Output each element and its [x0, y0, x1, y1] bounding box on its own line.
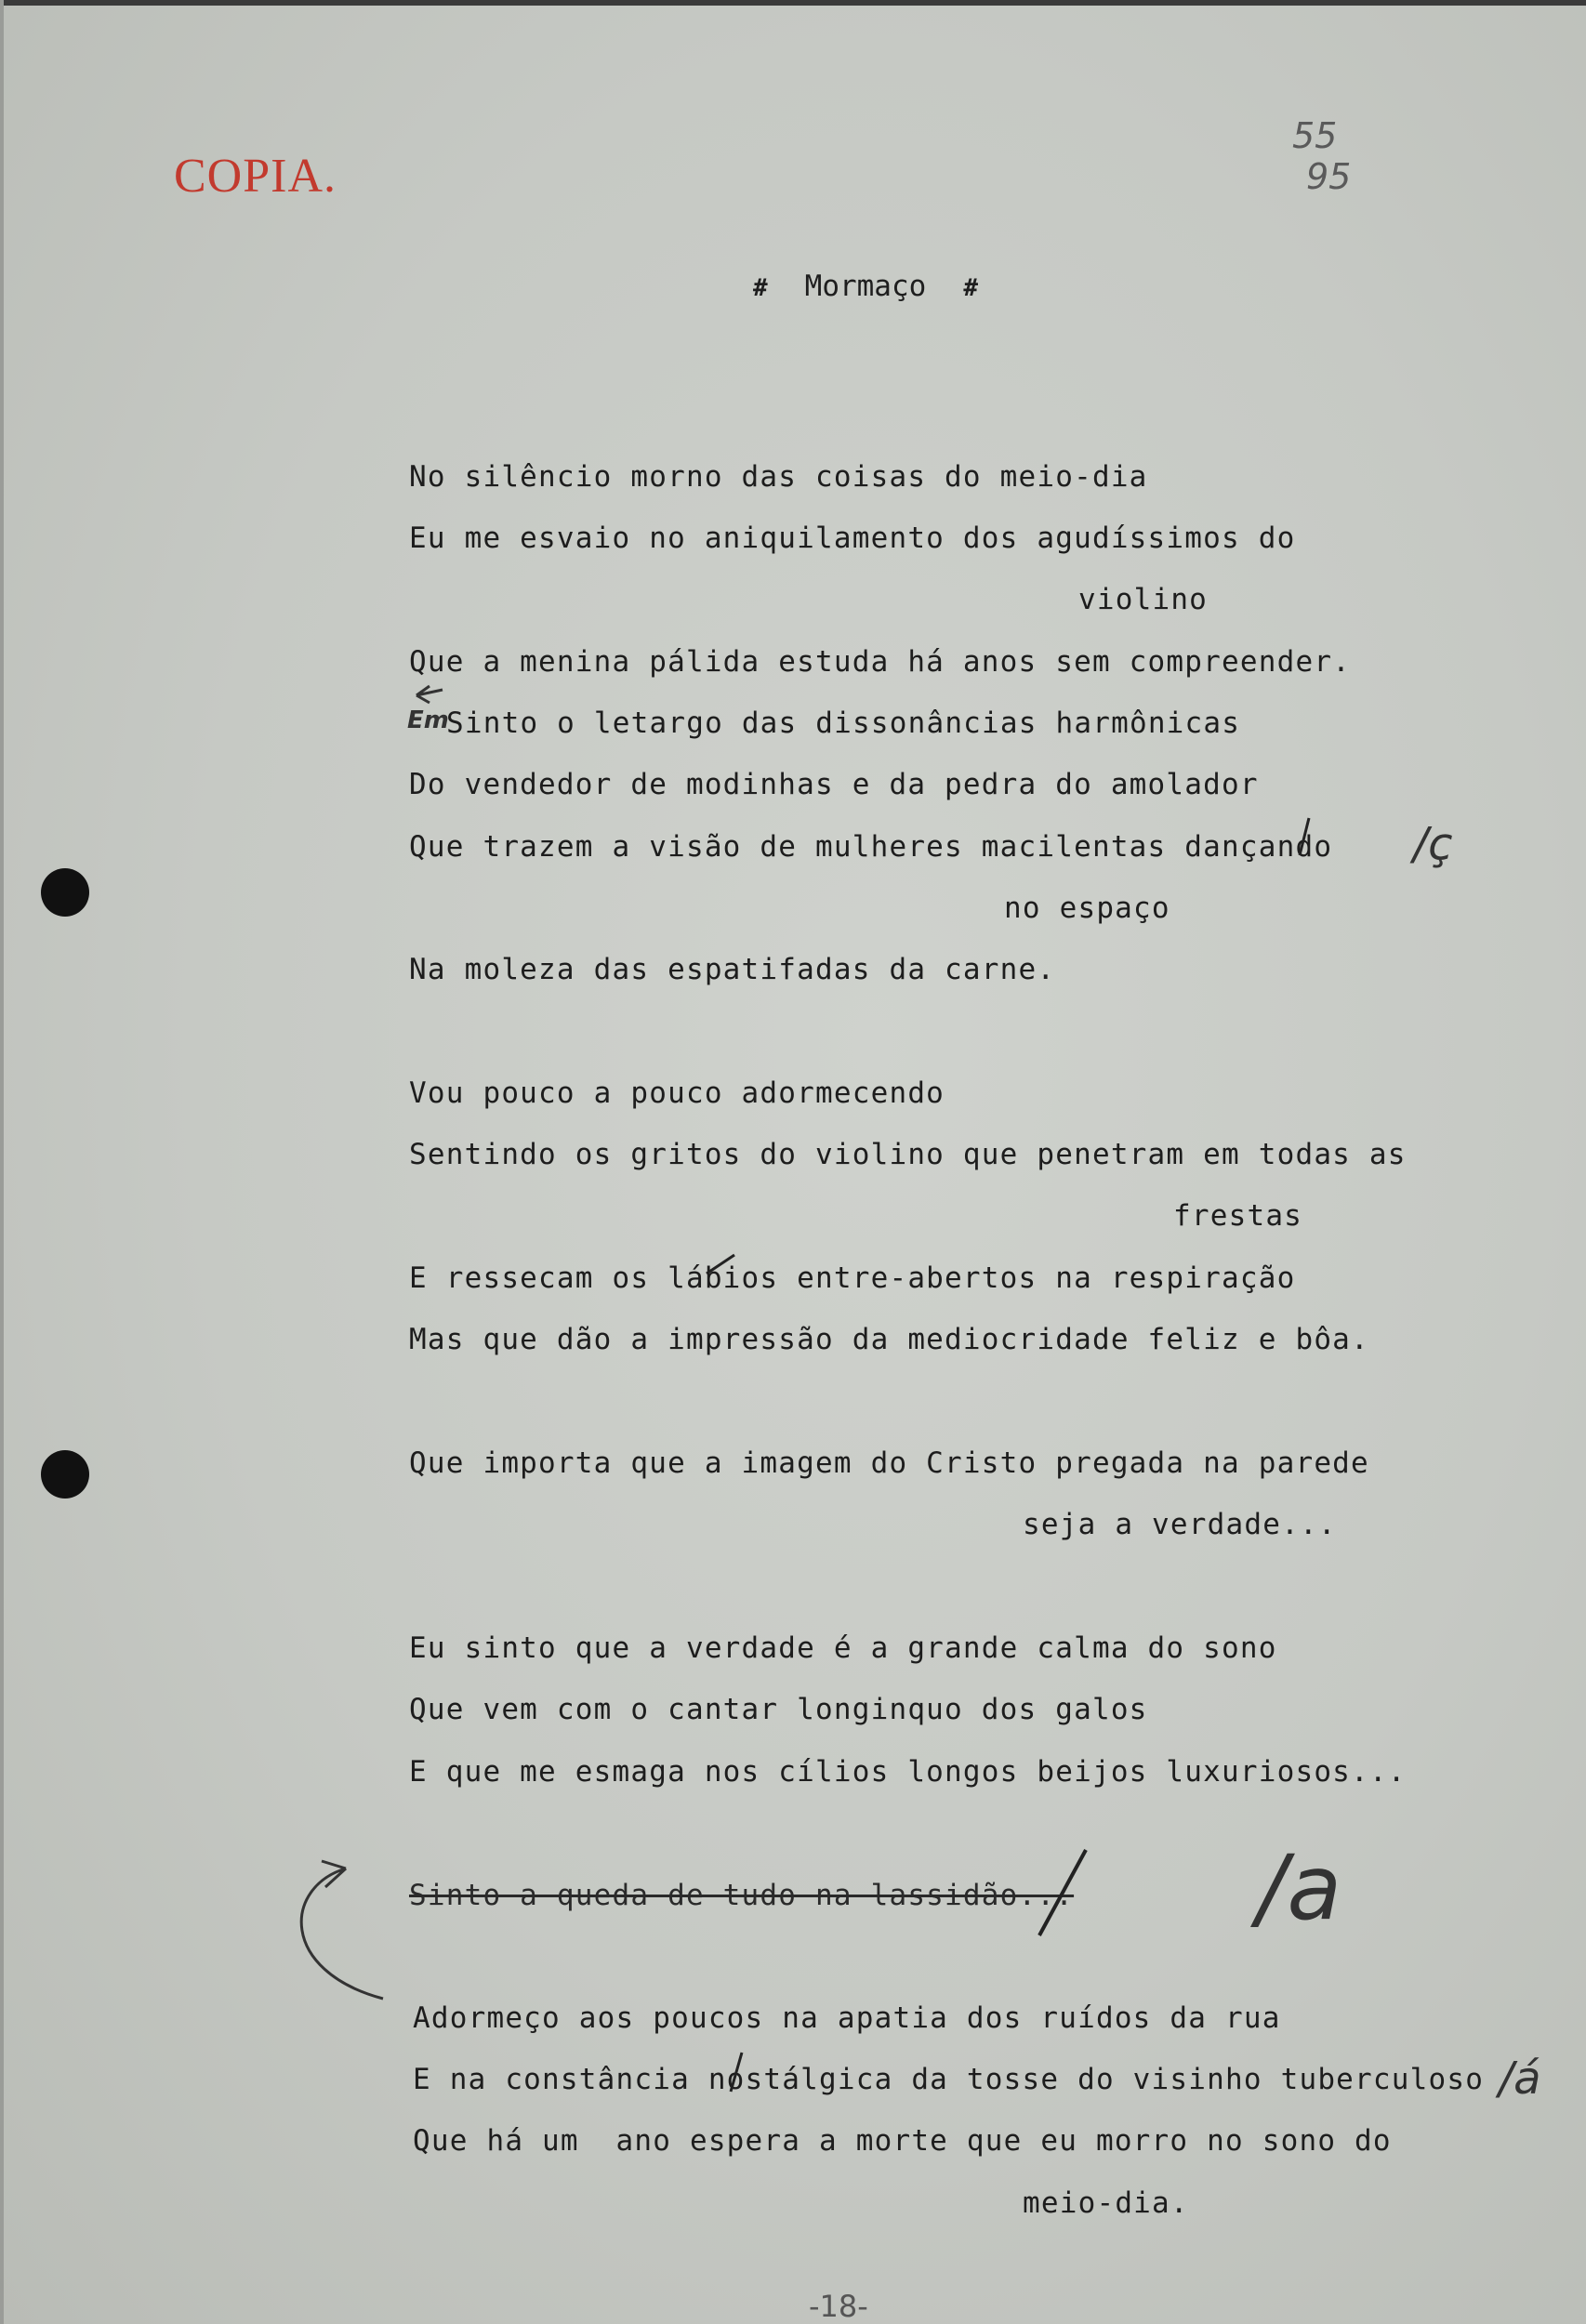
- poem-line: E ressecam os lábios entre-abertos na respiração: [409, 1261, 1296, 1295]
- poem-line: No silêncio morno das coisas do meio-dia: [409, 460, 1148, 494]
- poem-line: Eu me esvaio no aniquilamento dos agudíssimos do: [409, 522, 1296, 555]
- poem-line: Que trazem a visão de mulheres macilentas dançando: [409, 830, 1333, 864]
- poem-line: no espaço: [1004, 891, 1170, 925]
- binder-hole-bottom: [41, 1450, 89, 1499]
- poem-line: Eu sinto que a verdade é a grande calma do sono: [409, 1631, 1277, 1665]
- poem-line: Sinto o letargo das dissonâncias harmônicas: [446, 706, 1241, 740]
- poem-line: Que a menina pálida estuda há anos sem compreender.: [409, 645, 1352, 679]
- poem-line: Sentindo os gritos do violino que penetram em todas as: [409, 1138, 1407, 1171]
- poem-line: Do vendedor de modinhas e da pedra do amolador: [409, 768, 1259, 801]
- poem-line: Vou pouco a pouco adormecendo: [409, 1076, 945, 1110]
- poem-line: Na moleza das espatifadas da carne.: [409, 953, 1056, 986]
- poem-line: seja a verdade...: [1023, 1508, 1337, 1541]
- poem-line: frestas: [1173, 1199, 1303, 1233]
- poem-line: violino: [1078, 583, 1209, 616]
- margin-note-tuberculoso: /á: [1499, 2053, 1541, 2105]
- copia-stamp: COPIA.: [174, 150, 337, 203]
- poem-line: Mas que dão a impressão da mediocridade feliz e bôa.: [409, 1323, 1369, 1356]
- folio-number-2: 95: [1306, 156, 1352, 197]
- margin-note-dancando: /ç: [1413, 818, 1453, 870]
- margin-note-sinto-prefix: Em: [407, 706, 449, 734]
- poem-line: meio-dia.: [1023, 2186, 1189, 2220]
- page-number: -18-: [809, 2289, 868, 2324]
- poem-line: Adormeço aos poucos na apatia dos ruídos da rua: [413, 2001, 1281, 2035]
- poem-line: Que importa que a imagem do Cristo pregada na parede: [409, 1446, 1369, 1480]
- title-mark-right: #: [963, 274, 978, 302]
- margin-note-struck: /a: [1257, 1836, 1342, 1940]
- poem-line: Que há um ano espera a morte que eu morro no sono do: [413, 2124, 1392, 2158]
- folio-number: 55: [1292, 115, 1338, 156]
- binder-hole-top: [41, 868, 89, 917]
- poem-line: E na constância nostálgica da tosse do visinho tuberculoso: [413, 2063, 1485, 2096]
- poem-line: Que vem com o cantar longinquo dos galos: [409, 1693, 1148, 1726]
- title-text: Mormaço: [804, 270, 927, 303]
- title-mark-left: #: [753, 274, 768, 302]
- struck-line: Sinto a queda de tudo na lassidão...: [409, 1879, 1075, 1912]
- poem-line: E que me esmaga nos cílios longos beijos luxuriosos...: [409, 1755, 1407, 1789]
